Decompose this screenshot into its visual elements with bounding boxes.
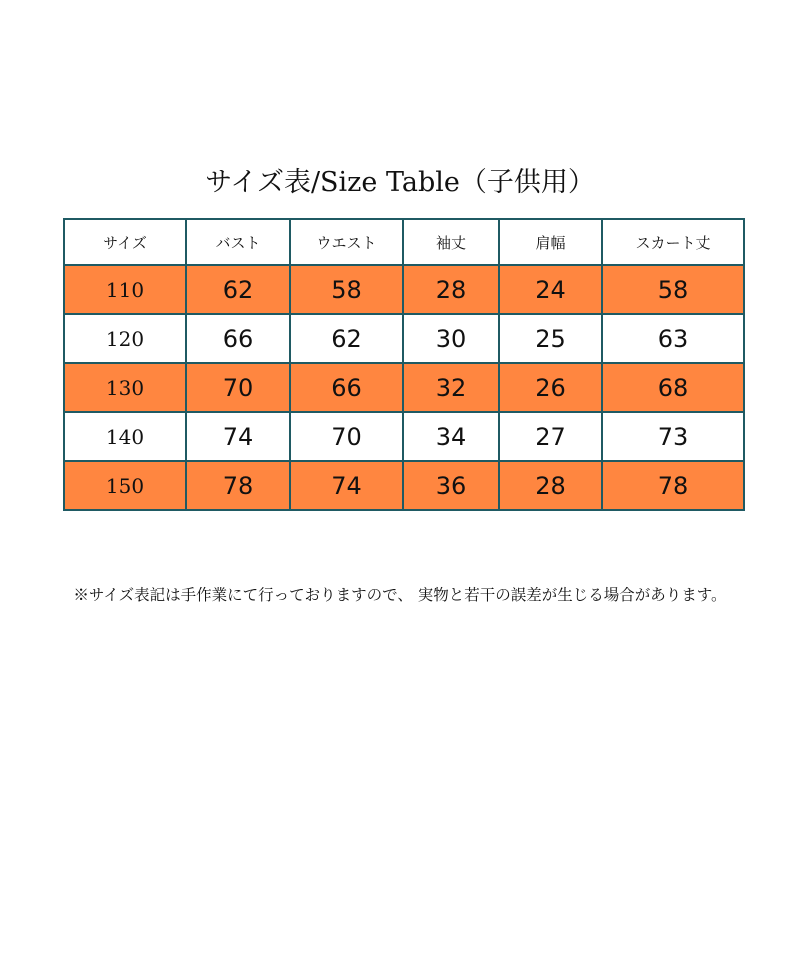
sleeve-cell: 32 bbox=[403, 363, 499, 412]
bust-cell: 62 bbox=[186, 265, 290, 314]
sleeve-cell: 34 bbox=[403, 412, 499, 461]
table-row bbox=[64, 363, 744, 412]
shoulder-cell: 26 bbox=[499, 363, 602, 412]
sleeve-cell: 28 bbox=[403, 265, 499, 314]
skirt-cell: 58 bbox=[602, 265, 744, 314]
header-skirt-length: スカート丈 bbox=[602, 219, 744, 265]
table-row bbox=[64, 265, 744, 314]
table-row bbox=[64, 461, 744, 510]
shoulder-cell: 24 bbox=[499, 265, 602, 314]
header-shoulder-width: 肩幅 bbox=[499, 219, 602, 265]
size-cell: 150 bbox=[64, 461, 186, 510]
page-title: サイズ表/Size Table（子供用） bbox=[205, 167, 595, 198]
header-waist: ウエスト bbox=[290, 219, 403, 265]
sleeve-cell: 36 bbox=[403, 461, 499, 510]
bust-cell: 66 bbox=[186, 314, 290, 363]
table-row bbox=[64, 314, 744, 363]
skirt-cell: 63 bbox=[602, 314, 744, 363]
table-row bbox=[64, 412, 744, 461]
shoulder-cell: 25 bbox=[499, 314, 602, 363]
skirt-cell: 73 bbox=[602, 412, 744, 461]
size-cell: 140 bbox=[64, 412, 186, 461]
shoulder-cell: 28 bbox=[499, 461, 602, 510]
header-bust: バスト bbox=[186, 219, 290, 265]
waist-cell: 70 bbox=[290, 412, 403, 461]
skirt-cell: 78 bbox=[602, 461, 744, 510]
header-sleeve-length: 袖丈 bbox=[403, 219, 499, 265]
waist-cell: 66 bbox=[290, 363, 403, 412]
size-cell: 120 bbox=[64, 314, 186, 363]
shoulder-cell: 27 bbox=[499, 412, 602, 461]
waist-cell: 74 bbox=[290, 461, 403, 510]
table-header-row bbox=[64, 219, 744, 265]
bust-cell: 78 bbox=[186, 461, 290, 510]
skirt-cell: 68 bbox=[602, 363, 744, 412]
waist-cell: 58 bbox=[290, 265, 403, 314]
size-cell: 130 bbox=[64, 363, 186, 412]
waist-cell: 62 bbox=[290, 314, 403, 363]
bust-cell: 70 bbox=[186, 363, 290, 412]
size-table bbox=[63, 218, 745, 511]
size-cell: 110 bbox=[64, 265, 186, 314]
disclaimer-note: ※サイズ表記は手作業にて行っておりますので、 実物と若干の誤差が生じる場合があります。 bbox=[73, 586, 727, 604]
bust-cell: 74 bbox=[186, 412, 290, 461]
header-size: サイズ bbox=[64, 219, 186, 265]
sleeve-cell: 30 bbox=[403, 314, 499, 363]
